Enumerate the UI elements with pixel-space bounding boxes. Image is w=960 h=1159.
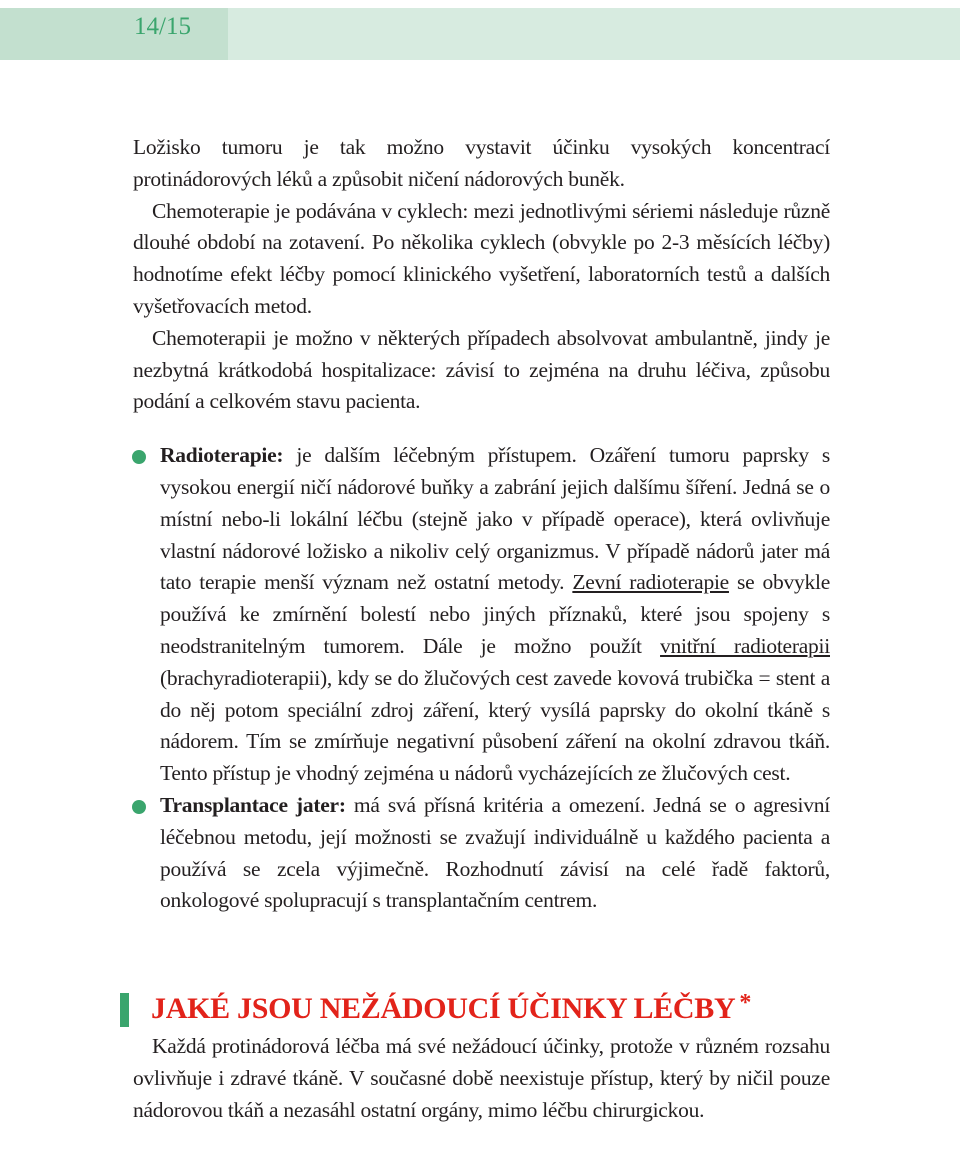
heading-accent-bar (120, 993, 129, 1027)
intro-paragraph-1: Ložisko tumoru je tak možno vystavit účinku vysokých koncentrací protinádorových léků a způsobit ničení nádorových buněk. (133, 135, 830, 191)
bullet-body: (brachyradioterapii), kdy se do žlučových cest zavede kovová trubička = stent a do něj potom speciální zdroj záření, který vysílá paprsky do okolní tkáně s nádorem. Tím se zmírňuje negativní působení záření na okolní zdravou tkáň. Tento přístup je vhodný zejména u nádorů vycházejících ze žlučových cest. (160, 665, 830, 786)
section-heading (151, 990, 751, 1026)
spacer (133, 418, 830, 440)
term-zevni-radioterapie: Zevní radioterapie (572, 570, 729, 595)
section-content (133, 1031, 830, 1126)
bullet-body: se obvykle používá ke zmírnění bolestí nebo jiných příznaků, které jsou spojeny s neodstranitelným tumorem. Dále je možno použít (160, 570, 830, 658)
intro-paragraph-2: Chemoterapie je podávána v cyklech: mezi jednotlivými sériemi následuje různě dlouhé období na zotavení. Po několika cyklech (obvykle po 2-3 měsících léčby) hodnotíme efekt léčby pomocí klinického vyšetření, laboratorních testů a dalších vyšetřovacích metod. (133, 198, 830, 318)
bullet-text (160, 790, 830, 917)
bullet-text (160, 440, 830, 790)
page-number-tab (0, 8, 228, 60)
section-heading-text: JAKÉ JSOU NEŽÁDOUCÍ ÚČINKY LÉČBY (151, 992, 736, 1025)
main-content (133, 132, 830, 917)
page-number: 14/15 (134, 13, 191, 40)
bullet-lead: Radioterapie: (160, 443, 284, 468)
bullet-dot-icon (132, 800, 146, 814)
intro-paragraph-3: Chemoterapii je možno v některých případech absolvovat ambulantně, jindy je nezbytná krátkodobá hospitalizace: závisí to zejména na druhu léčiva, způsobu podání a celkovém stavu pacienta. (133, 325, 830, 414)
bullet-dot-icon (132, 450, 146, 464)
bullet-body: má svá přísná kritéria a omezení. Jedná se o agresivní léčebnou metodu, její možnosti se zvažují individuálně u každého pacienta a používá se zcela výjimečně. Rozhodnutí závisí na celé řadě faktorů, onkologové spolupracují s transplantačním centrem. (160, 792, 830, 913)
heading-asterisk: * (739, 990, 752, 1016)
bullet-radioterapie (133, 440, 830, 790)
bullet-body: je dalším léčebným přístupem. Ozáření tumoru paprsky s vysokou energií ničí nádorové buňky a zabrání jejich dalšímu šíření. Jedná se o místní nebo-li lokální léčbu (stejně jako v případě operace), která ovlivňuje vlastní nádorové ložisko a nikoliv celý organizmus. V případě nádorů jater má tato terapie menší význam než ostatní metody. (160, 443, 830, 595)
bullet-transplantace (133, 790, 830, 917)
bullet-lead: Transplantace jater: (160, 792, 346, 817)
term-vnitrni-radioterapie: vnitřní radioterapii (660, 633, 830, 658)
section-paragraph: Každá protinádorová léčba má své nežádoucí účinky, protože v různém rozsahu ovlivňuje i zdravé tkáně. V současné době neexistuje přístup, který by ničil pouze nádorovou tkáň a nezasáhl ostatní orgány, mimo léčbu chirurgickou. (133, 1034, 830, 1122)
